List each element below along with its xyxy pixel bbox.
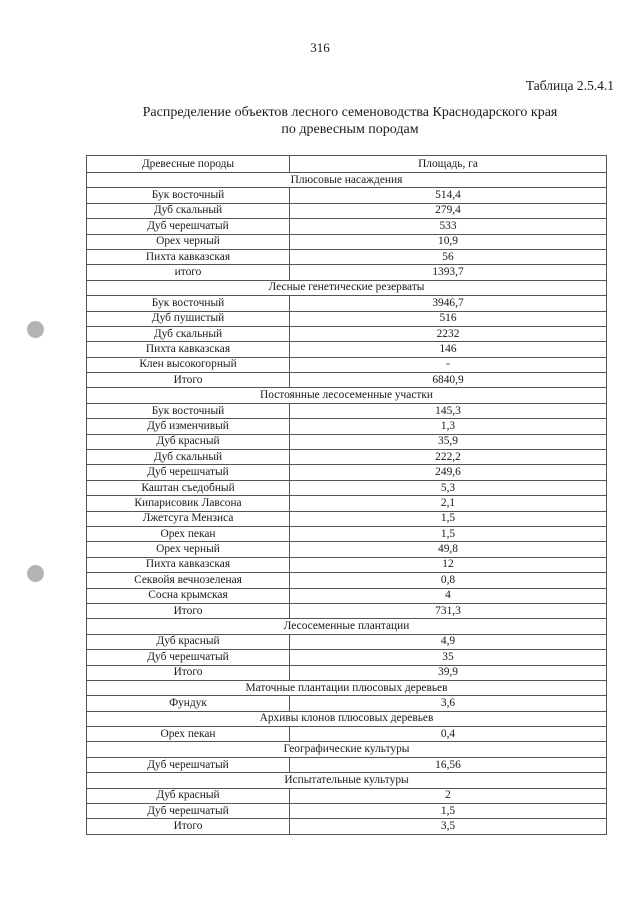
area-cell: 5,3: [290, 480, 607, 495]
area-cell: 533: [290, 219, 607, 234]
area-cell: 222,2: [290, 450, 607, 465]
table-row: [87, 434, 607, 449]
table-row: [87, 450, 607, 465]
species-cell: Бук восточный: [87, 188, 290, 203]
table-row: [87, 634, 607, 649]
species-cell: Бук восточный: [87, 403, 290, 418]
area-cell: 1393,7: [290, 265, 607, 280]
section-title: Географические культуры: [87, 742, 607, 757]
table-row: [87, 357, 607, 372]
table-row: [87, 249, 607, 264]
species-cell: Фундук: [87, 696, 290, 711]
area-cell: 1,5: [290, 804, 607, 819]
table-row: [87, 757, 607, 772]
species-cell: Дуб пушистый: [87, 311, 290, 326]
species-cell: Итого: [87, 665, 290, 680]
table-row: [87, 665, 607, 680]
area-cell: 6840,9: [290, 373, 607, 388]
table-row: [87, 542, 607, 557]
area-cell: 3,5: [290, 819, 607, 834]
species-cell: Лжетсуга Мензиса: [87, 511, 290, 526]
species-cell: Дуб черешчатый: [87, 757, 290, 772]
table-row: [87, 788, 607, 803]
table-row: [87, 311, 607, 326]
area-cell: 1,5: [290, 511, 607, 526]
species-cell: Дуб скальный: [87, 326, 290, 341]
area-cell: 279,4: [290, 203, 607, 218]
area-cell: 1,5: [290, 526, 607, 541]
title-line-1: Распределение объектов лесного семеноводства Краснодарского края: [142, 105, 558, 120]
table-row: [87, 234, 607, 249]
area-cell: 516: [290, 311, 607, 326]
table-row: [87, 573, 607, 588]
section-title: Архивы клонов плюсовых деревьев: [87, 711, 607, 726]
section-header-row: [87, 711, 607, 726]
table-row: [87, 727, 607, 742]
binder-hole-lower: [27, 565, 44, 582]
species-cell: Орех черный: [87, 542, 290, 557]
section-header-row: [87, 388, 607, 403]
species-cell: Дуб черешчатый: [87, 650, 290, 665]
species-cell: Пихта кавказская: [87, 342, 290, 357]
species-cell: Бук восточный: [87, 296, 290, 311]
species-cell: Пихта кавказская: [87, 557, 290, 572]
area-cell: 4,9: [290, 634, 607, 649]
section-header-row: [87, 742, 607, 757]
species-cell: Итого: [87, 603, 290, 618]
species-cell: Итого: [87, 373, 290, 388]
species-cell: Орех пекан: [87, 727, 290, 742]
area-cell: 514,4: [290, 188, 607, 203]
area-cell: 35: [290, 650, 607, 665]
section-header-row: [87, 173, 607, 188]
table-number: Таблица 2.5.4.1: [525, 78, 614, 93]
area-cell: 39,9: [290, 665, 607, 680]
species-cell: Сосна крымская: [87, 588, 290, 603]
area-cell: 3,6: [290, 696, 607, 711]
species-cell: Секвойя вечнозеленая: [87, 573, 290, 588]
section-header-row: [87, 680, 607, 695]
species-cell: Каштан съедобный: [87, 480, 290, 495]
table-row: [87, 188, 607, 203]
species-cell: Кипарисовик Лавсона: [87, 496, 290, 511]
table-row: [87, 219, 607, 234]
document-title: [60, 104, 640, 138]
area-cell: 145,3: [290, 403, 607, 418]
table-body: [87, 156, 607, 835]
species-cell: Дуб черешчатый: [87, 219, 290, 234]
section-header-row: [87, 619, 607, 634]
page-number: 316: [310, 40, 330, 55]
forest-seed-table: [86, 155, 607, 835]
table-row: [87, 403, 607, 418]
table-header-row: [87, 156, 607, 173]
species-cell: Орех пекан: [87, 526, 290, 541]
area-cell: 2: [290, 788, 607, 803]
table-row: [87, 526, 607, 541]
section-title: Постоянные лесосеменные участки: [87, 388, 607, 403]
table-row: [87, 511, 607, 526]
area-cell: 49,8: [290, 542, 607, 557]
area-cell: 56: [290, 249, 607, 264]
table-row: [87, 203, 607, 218]
area-cell: 0,4: [290, 727, 607, 742]
area-cell: 0,8: [290, 573, 607, 588]
binder-hole-upper: [27, 321, 44, 338]
area-cell: 4: [290, 588, 607, 603]
species-cell: Дуб черешчатый: [87, 804, 290, 819]
table-row: [87, 588, 607, 603]
table-row: [87, 496, 607, 511]
table-row: [87, 265, 607, 280]
section-title: Плюсовые насаждения: [87, 173, 607, 188]
section-title: Лесосеменные плантации: [87, 619, 607, 634]
species-cell: Орех черный: [87, 234, 290, 249]
column-header-species: Древесные породы: [87, 156, 290, 173]
table-row: [87, 557, 607, 572]
section-title: Испытательные культуры: [87, 773, 607, 788]
table-row: [87, 326, 607, 341]
table-row: [87, 650, 607, 665]
column-header-area: Площадь, га: [290, 156, 607, 173]
area-cell: 2232: [290, 326, 607, 341]
area-cell: 12: [290, 557, 607, 572]
title-line-2: по древесным породам: [281, 122, 419, 137]
table-row: [87, 804, 607, 819]
section-header-row: [87, 280, 607, 295]
species-cell: Пихта кавказская: [87, 249, 290, 264]
species-cell: итого: [87, 265, 290, 280]
species-cell: Клен высокогорный: [87, 357, 290, 372]
table-row: [87, 465, 607, 480]
species-cell: Дуб черешчатый: [87, 465, 290, 480]
table-row: [87, 342, 607, 357]
table-row: [87, 296, 607, 311]
species-cell: Итого: [87, 819, 290, 834]
area-cell: -: [290, 357, 607, 372]
area-cell: 2,1: [290, 496, 607, 511]
species-cell: Дуб красный: [87, 434, 290, 449]
species-cell: Дуб изменчивый: [87, 419, 290, 434]
table-row: [87, 696, 607, 711]
species-cell: Дуб красный: [87, 788, 290, 803]
section-title: Маточные плантации плюсовых деревьев: [87, 680, 607, 695]
species-cell: Дуб красный: [87, 634, 290, 649]
area-cell: 16,56: [290, 757, 607, 772]
area-cell: 146: [290, 342, 607, 357]
section-header-row: [87, 773, 607, 788]
table-row: [87, 603, 607, 618]
table-row: [87, 480, 607, 495]
species-cell: Дуб скальный: [87, 203, 290, 218]
table-row: [87, 819, 607, 834]
area-cell: 731,3: [290, 603, 607, 618]
species-cell: Дуб скальный: [87, 450, 290, 465]
table-row: [87, 373, 607, 388]
area-cell: 10,9: [290, 234, 607, 249]
area-cell: 35,9: [290, 434, 607, 449]
table-row: [87, 419, 607, 434]
area-cell: 3946,7: [290, 296, 607, 311]
area-cell: 249,6: [290, 465, 607, 480]
section-title: Лесные генетические резерваты: [87, 280, 607, 295]
area-cell: 1,3: [290, 419, 607, 434]
